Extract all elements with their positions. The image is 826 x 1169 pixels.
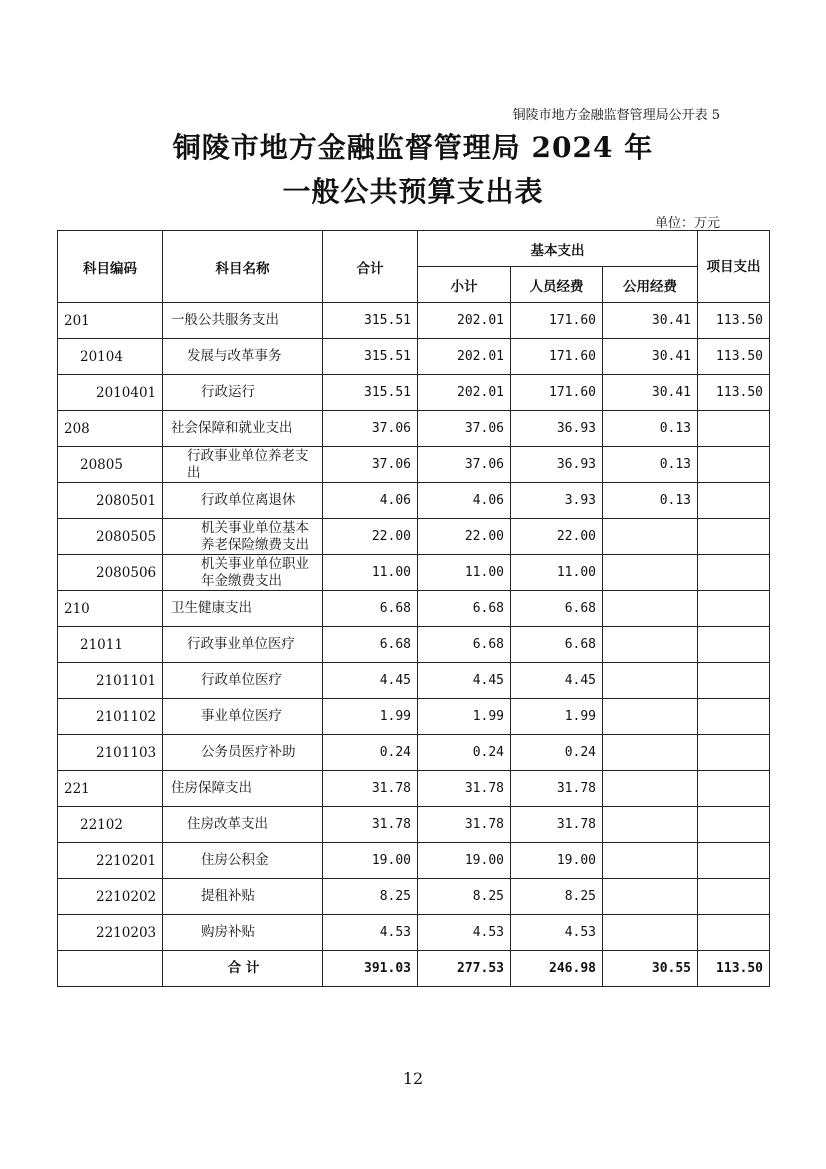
cell-subtotal: 6.68 (418, 627, 511, 663)
cell-name: 公务员医疗补助 (163, 735, 323, 771)
cell-total: 4.45 (323, 663, 418, 699)
cell-name: 行政单位医疗 (163, 663, 323, 699)
cell-code: 20104 (58, 339, 163, 375)
cell-code: 2210202 (58, 879, 163, 915)
cell-code: 2101101 (58, 663, 163, 699)
cell-name: 住房公积金 (163, 843, 323, 879)
cell-project (698, 879, 770, 915)
table-row (58, 339, 770, 375)
cell-public: 30.41 (603, 303, 698, 339)
table-row (58, 627, 770, 663)
cell-project (698, 771, 770, 807)
table-row (58, 879, 770, 915)
cell-subtotal: 0.24 (418, 735, 511, 771)
cell-subtotal: 202.01 (418, 375, 511, 411)
cell-project: 113.50 (698, 303, 770, 339)
cell-name: 行政事业单位养老支出 (163, 447, 323, 483)
cell-code: 20805 (58, 447, 163, 483)
table-row (58, 411, 770, 447)
cell-public (603, 735, 698, 771)
cell-total: 37.06 (323, 447, 418, 483)
cell-name: 卫生健康支出 (163, 591, 323, 627)
header-public: 公用经费 (603, 267, 698, 303)
cell-code: 2010401 (58, 375, 163, 411)
cell-name: 行政事业单位医疗 (163, 627, 323, 663)
cell-personnel: 6.68 (511, 591, 603, 627)
cell-total: 11.00 (323, 555, 418, 591)
cell-name: 发展与改革事务 (163, 339, 323, 375)
header-note: 铜陵市地方金融监督管理局公开表 5 (512, 108, 720, 123)
cell-total: 22.00 (323, 519, 418, 555)
cell-public: 0.13 (603, 483, 698, 519)
cell-total: 31.78 (323, 771, 418, 807)
cell-project (698, 447, 770, 483)
table-row (58, 771, 770, 807)
cell-name: 社会保障和就业支出 (163, 411, 323, 447)
cell-subtotal: 22.00 (418, 519, 511, 555)
total-row (58, 951, 770, 987)
cell-total: 19.00 (323, 843, 418, 879)
cell-public (603, 879, 698, 915)
cell-name: 事业单位医疗 (163, 699, 323, 735)
table-row (58, 807, 770, 843)
header-project: 项目支出 (698, 231, 770, 303)
cell-subtotal: 37.06 (418, 447, 511, 483)
cell-personnel: 31.78 (511, 771, 603, 807)
cell-personnel: 0.24 (511, 735, 603, 771)
cell-personnel: 4.53 (511, 915, 603, 951)
cell-code: 208 (58, 411, 163, 447)
cell-code: 210 (58, 591, 163, 627)
cell-name: 一般公共服务支出 (163, 303, 323, 339)
unit-label: 单位：万元 (654, 216, 720, 231)
cell-subtotal: 37.06 (418, 411, 511, 447)
cell-subtotal: 277.53 (418, 951, 511, 987)
budget-table (57, 230, 770, 987)
cell-total: 8.25 (323, 879, 418, 915)
cell-subtotal: 202.01 (418, 339, 511, 375)
cell-project: 113.50 (698, 339, 770, 375)
cell-personnel: 19.00 (511, 843, 603, 879)
table-row (58, 303, 770, 339)
cell-name: 机关事业单位基本养老保险缴费支出 (163, 519, 323, 555)
page-number: 12 (402, 1069, 424, 1088)
cell-public (603, 915, 698, 951)
cell-public: 0.13 (603, 447, 698, 483)
cell-total: 0.24 (323, 735, 418, 771)
cell-public (603, 807, 698, 843)
cell-personnel: 3.93 (511, 483, 603, 519)
cell-total: 391.03 (323, 951, 418, 987)
cell-subtotal: 1.99 (418, 699, 511, 735)
cell-name: 提租补贴 (163, 879, 323, 915)
cell-name: 住房保障支出 (163, 771, 323, 807)
table-row (58, 519, 770, 555)
table-row (58, 555, 770, 591)
cell-code: 22102 (58, 807, 163, 843)
header-code: 科目编码 (58, 231, 163, 303)
cell-public: 0.13 (603, 411, 698, 447)
table-body (58, 303, 770, 987)
header-basic: 基本支出 (418, 231, 698, 267)
header-subtotal: 小计 (418, 267, 511, 303)
cell-personnel: 171.60 (511, 375, 603, 411)
page-title-line2: 一般公共预算支出表 (282, 175, 544, 208)
cell-project (698, 591, 770, 627)
cell-code: 201 (58, 303, 163, 339)
cell-name: 行政运行 (163, 375, 323, 411)
cell-personnel: 8.25 (511, 879, 603, 915)
cell-personnel: 246.98 (511, 951, 603, 987)
cell-project (698, 807, 770, 843)
cell-code: 2080506 (58, 555, 163, 591)
table-row (58, 483, 770, 519)
cell-public (603, 771, 698, 807)
cell-project (698, 411, 770, 447)
header-total: 合计 (323, 231, 418, 303)
cell-total: 4.53 (323, 915, 418, 951)
table-row (58, 699, 770, 735)
cell-total: 315.51 (323, 339, 418, 375)
cell-personnel: 6.68 (511, 627, 603, 663)
table-row (58, 591, 770, 627)
cell-public (603, 663, 698, 699)
cell-public (603, 555, 698, 591)
cell-total: 31.78 (323, 807, 418, 843)
cell-total: 315.51 (323, 375, 418, 411)
table-row (58, 375, 770, 411)
table-row (58, 663, 770, 699)
cell-public: 30.55 (603, 951, 698, 987)
cell-public (603, 591, 698, 627)
cell-project (698, 735, 770, 771)
cell-total: 4.06 (323, 483, 418, 519)
cell-name: 购房补贴 (163, 915, 323, 951)
cell-project (698, 663, 770, 699)
cell-subtotal: 6.68 (418, 591, 511, 627)
cell-total: 315.51 (323, 303, 418, 339)
cell-public (603, 699, 698, 735)
cell-project: 113.50 (698, 951, 770, 987)
table-row (58, 735, 770, 771)
header-personnel: 人员经费 (511, 267, 603, 303)
cell-total: 1.99 (323, 699, 418, 735)
cell-public: 30.41 (603, 339, 698, 375)
cell-subtotal: 4.45 (418, 663, 511, 699)
cell-personnel: 1.99 (511, 699, 603, 735)
cell-code: 2080505 (58, 519, 163, 555)
cell-name: 机关事业单位职业年金缴费支出 (163, 555, 323, 591)
cell-subtotal: 4.53 (418, 915, 511, 951)
cell-project (698, 699, 770, 735)
cell-name: 合 计 (163, 951, 323, 987)
cell-code (58, 951, 163, 987)
cell-project (698, 627, 770, 663)
cell-code: 221 (58, 771, 163, 807)
cell-project (698, 843, 770, 879)
cell-subtotal: 11.00 (418, 555, 511, 591)
cell-project (698, 483, 770, 519)
cell-code: 21011 (58, 627, 163, 663)
header-name: 科目名称 (163, 231, 323, 303)
cell-personnel: 11.00 (511, 555, 603, 591)
cell-code: 2210201 (58, 843, 163, 879)
table-row (58, 447, 770, 483)
cell-public: 30.41 (603, 375, 698, 411)
cell-code: 2101103 (58, 735, 163, 771)
cell-project (698, 915, 770, 951)
cell-personnel: 36.93 (511, 447, 603, 483)
cell-code: 2210203 (58, 915, 163, 951)
cell-subtotal: 8.25 (418, 879, 511, 915)
table-row (58, 915, 770, 951)
cell-project (698, 555, 770, 591)
cell-project (698, 519, 770, 555)
cell-personnel: 22.00 (511, 519, 603, 555)
cell-total: 6.68 (323, 591, 418, 627)
cell-personnel: 171.60 (511, 339, 603, 375)
cell-subtotal: 202.01 (418, 303, 511, 339)
page-title-line1: 铜陵市地方金融监督管理局 2024 年 (172, 131, 654, 164)
cell-subtotal: 31.78 (418, 771, 511, 807)
cell-public (603, 843, 698, 879)
cell-public (603, 627, 698, 663)
cell-name: 住房改革支出 (163, 807, 323, 843)
cell-subtotal: 19.00 (418, 843, 511, 879)
cell-total: 37.06 (323, 411, 418, 447)
table-row (58, 843, 770, 879)
cell-subtotal: 4.06 (418, 483, 511, 519)
cell-personnel: 171.60 (511, 303, 603, 339)
cell-project: 113.50 (698, 375, 770, 411)
cell-name: 行政单位离退休 (163, 483, 323, 519)
cell-personnel: 4.45 (511, 663, 603, 699)
cell-total: 6.68 (323, 627, 418, 663)
cell-personnel: 31.78 (511, 807, 603, 843)
cell-personnel: 36.93 (511, 411, 603, 447)
cell-code: 2101102 (58, 699, 163, 735)
cell-code: 2080501 (58, 483, 163, 519)
cell-subtotal: 31.78 (418, 807, 511, 843)
cell-public (603, 519, 698, 555)
